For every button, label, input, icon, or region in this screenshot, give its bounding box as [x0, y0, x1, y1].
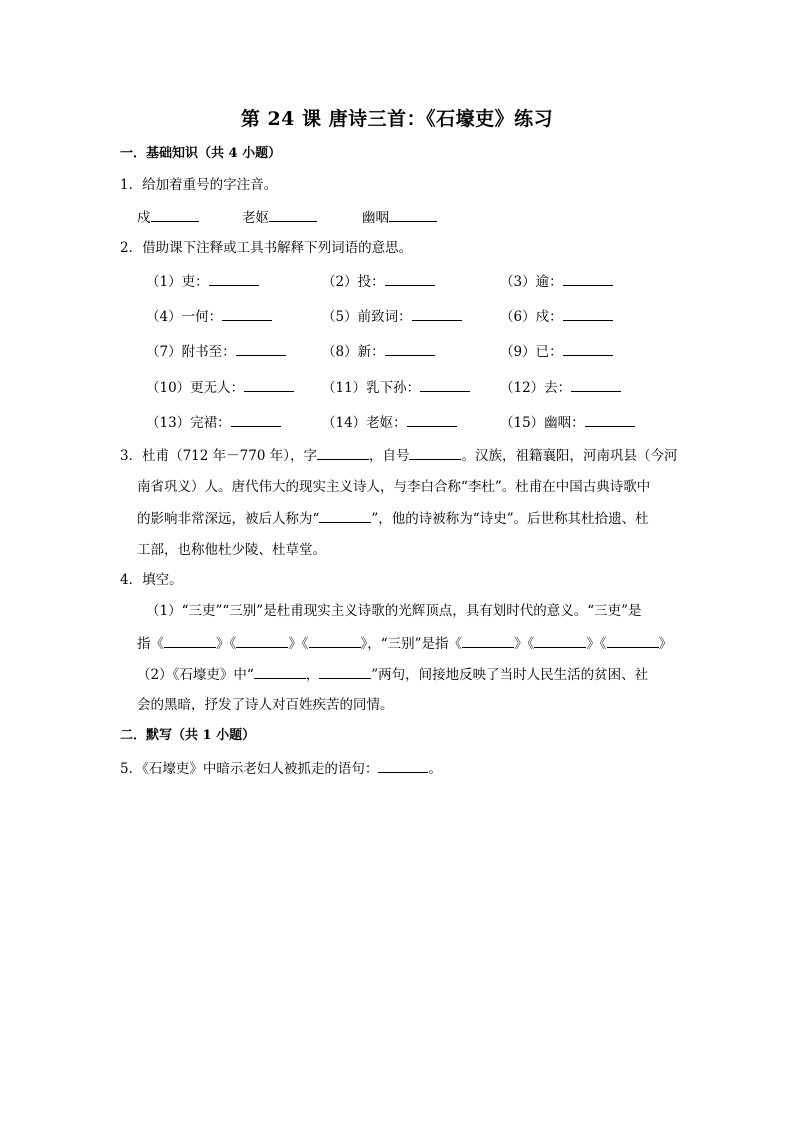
answer-blank[interactable] [563, 341, 613, 356]
answer-blank[interactable] [319, 508, 371, 523]
question-3-line: 的影响非常深远，被后人称为“ ”，他的诗被称为“诗史”。后世称其杜拾遗、杜 [137, 508, 649, 529]
answer-blank[interactable] [534, 633, 586, 648]
answer-blank[interactable] [607, 633, 659, 648]
answer-blank[interactable] [236, 633, 288, 648]
vocab-item: （4）一何： [146, 305, 272, 325]
answer-blank[interactable] [409, 445, 461, 460]
answer-blank[interactable] [571, 377, 621, 392]
vocab-row [146, 411, 666, 431]
answer-blank[interactable] [420, 377, 470, 392]
answer-blank[interactable] [222, 306, 272, 321]
vocab-item: （12）去： [500, 376, 621, 396]
answer-blank[interactable] [407, 412, 457, 427]
answer-blank[interactable] [231, 412, 281, 427]
vocab-item: （1）吏： [146, 270, 259, 290]
vocab-item: （3）逾： [500, 270, 613, 290]
answer-blank[interactable] [563, 306, 613, 321]
answer-blank[interactable] [269, 207, 317, 222]
vocab-item: （7）附书至： [146, 340, 286, 360]
answer-blank[interactable] [151, 207, 199, 222]
question-2-stem: 2．借助课下注释或工具书解释下列词语的意思。 [120, 240, 413, 256]
question-1-stem: 1．给加着重号的字注音。 [120, 177, 278, 193]
vocab-item: （5）前致词： [322, 305, 462, 325]
question-3-line: 3．杜甫（712 年－770 年），字 ，自号 。汉族，祖籍襄阳，河南巩县（今河 [120, 445, 677, 466]
section-heading-basics: 一．基础知识（共 4 小题） [120, 146, 282, 161]
answer-blank[interactable] [389, 207, 437, 222]
question-3-line: 南省巩义）人。唐代伟大的现实主义诗人，与李白合称“李杜”。杜甫在中国古典诗歌中 [137, 479, 651, 495]
answer-blank[interactable] [385, 341, 435, 356]
vocab-row [146, 305, 666, 325]
answer-blank[interactable] [164, 633, 216, 648]
question-4-line: 指《 》《 》《 》，“三别”是指《 》《 》《 》 [137, 633, 672, 654]
question-4-line: （2）《石壕吏》中“ ， ”两句，间接地反映了当时人民生活的贫困、社 [137, 664, 648, 685]
answer-blank[interactable] [209, 271, 259, 286]
vocab-row [146, 270, 666, 290]
question-4-line: （1）“三吏”“三别”是杜甫现实主义诗歌的光辉顶点，具有划时代的意义。“三吏”是 [146, 603, 642, 619]
question-1-item [242, 207, 317, 228]
question-3-line: 工部，也称他杜少陵、杜草堂。 [137, 542, 326, 558]
question-4-line: 会的黑暗，抒发了诗人对百姓疾苦的同情。 [137, 697, 394, 713]
vocab-item: （14）老妪： [322, 411, 457, 431]
question-4-stem: 4．填空。 [120, 572, 183, 588]
answer-blank[interactable] [309, 633, 361, 648]
vocab-item: （11）乳下孙： [322, 376, 470, 396]
answer-blank[interactable] [462, 633, 514, 648]
vocab-item: （2）投： [322, 270, 435, 290]
pinyin-word-3: 幽咽 [362, 210, 389, 226]
question-1-item [362, 207, 437, 228]
section-heading-dictation: 二．默写（共 1 小题） [120, 728, 256, 743]
vocab-item: （13）完裙： [146, 411, 281, 431]
page-title: 第 24 课 唐诗三首：《石壕吏》练习 [240, 108, 554, 130]
answer-blank[interactable] [412, 306, 462, 321]
vocab-item: （8）新： [322, 340, 435, 360]
vocab-row [146, 340, 666, 360]
answer-blank[interactable] [563, 271, 613, 286]
answer-blank[interactable] [319, 664, 371, 679]
vocab-item: （15）幽咽： [500, 411, 635, 431]
vocab-item: （9）已： [500, 340, 613, 360]
answer-blank[interactable] [385, 271, 435, 286]
pinyin-word-1: 戍 [137, 210, 151, 226]
question-1-item [137, 207, 199, 228]
vocab-item: （10）更无人： [146, 376, 294, 396]
pinyin-word-2: 老妪 [242, 210, 269, 226]
answer-blank[interactable] [585, 412, 635, 427]
answer-blank[interactable] [378, 758, 428, 773]
vocab-row [146, 376, 666, 396]
answer-blank[interactable] [236, 341, 286, 356]
answer-blank[interactable] [254, 664, 306, 679]
vocab-item: （6）戍： [500, 305, 613, 325]
answer-blank[interactable] [317, 445, 369, 460]
answer-blank[interactable] [244, 377, 294, 392]
question-5-line: 5．《石壕吏》中暗示老妇人被抓走的语句： 。 [120, 758, 442, 779]
